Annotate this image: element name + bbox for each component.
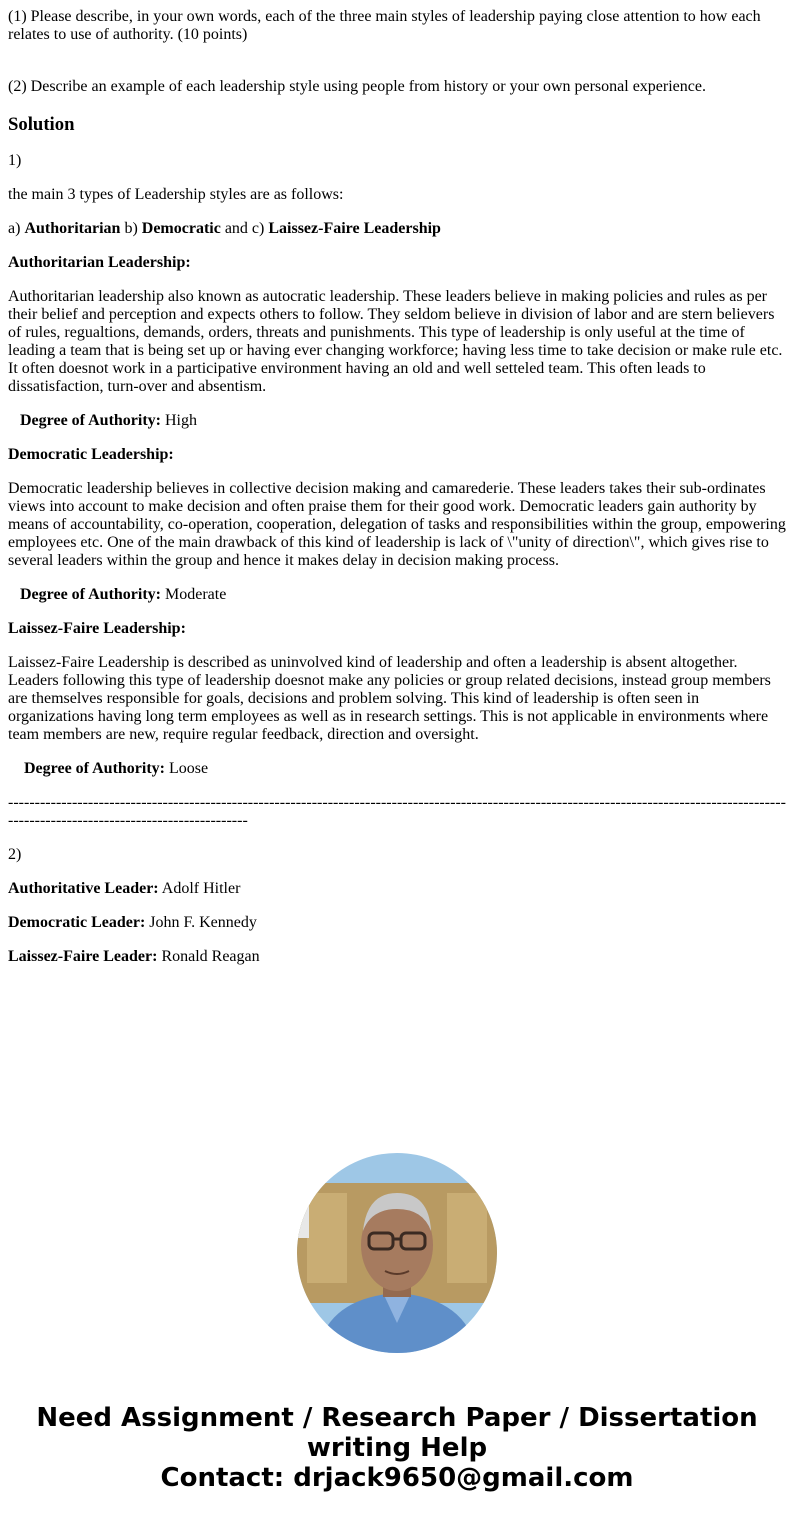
answer2-number: 2) [8, 846, 22, 863]
footer-line2: writing Help [306, 1433, 488, 1463]
example-laissez-faire: Laissez-Faire Leader: Ronald Reagan [8, 948, 260, 965]
footer-promo [0, 1403, 794, 1493]
footer-line1: Need Assignment / Research Paper / Dissertation [36, 1403, 758, 1433]
democratic-authority: Degree of Authority: Moderate [20, 586, 227, 603]
answer1-intro: the main 3 types of Leadership styles are as follows: [8, 186, 344, 203]
democratic-heading: Democratic Leadership: [8, 446, 174, 463]
authoritarian-authority: Degree of Authority: High [20, 412, 197, 429]
laissez-faire-authority: Degree of Authority: Loose [24, 760, 209, 777]
document-content [8, 8, 786, 966]
leadership-types-line: a) Authoritarian b) Democratic and c) Laissez-Faire Leadership [8, 220, 441, 237]
question-part1: (1) Please describe, in your own words, each of the three main styles of leadership paying close attention to how each relates to use of authority. (10 points) [8, 8, 761, 43]
authoritarian-body: Authoritarian leadership also known as autocratic leadership. These leaders believe in making policies and rules as per their belief and perception and expects others to follow. They seldom believe in division of labor and are stern believers of rules, regualtions, demands, orders, threats and punishments. This type of leadership is only useful at the time of leading a team that is being set up or having ever changing workforce; having less time to take decision or make rule etc. It often doesnot work in a participative environment having an old and well setteled team. This often leads to dissatisfaction, turn-over and absentism. [8, 288, 783, 395]
laissez-faire-body: Laissez-Faire Leadership is described as uninvolved kind of leadership and often a leadership is absent altogether. Leaders following this type of leadership doesnot make any policies or group related decisions, instead group members are themselves responsible for goals, decisions and problem solving. This kind of leadership is often seen in organizations having long term employees as well as in research settings. This is not applicable in environments where team members are new, require regular feedback, direction and oversight. [8, 654, 771, 743]
example-democratic: Democratic Leader: John F. Kennedy [8, 914, 257, 931]
democratic-body: Democratic leadership believes in collective decision making and camarederie. These leaders takes their sub-ordinates views into account to make decision and often praise them for their good work. Democratic leaders gain authority by means of accountability, co-operation, cooperation, delegation of tasks and responsibilities within the group, empowering employees etc. One of the main drawback of this kind of leadership is lack of \"unity of direction\", which gives rise to several leaders within the group and hence it makes delay in decision making process. [8, 480, 786, 569]
divider-dashes: ----------------------------------------------------------------------------------------------------------------------------------------------------------------------------------------------- [8, 794, 786, 829]
solution-heading: Solution [8, 114, 75, 135]
example-authoritative: Authoritative Leader: Adolf Hitler [8, 880, 241, 897]
answer1-number: 1) [8, 152, 22, 169]
avatar-portrait-icon [297, 1153, 497, 1353]
laissez-faire-heading: Laissez-Faire Leadership: [8, 620, 186, 637]
author-avatar [297, 1153, 497, 1353]
authoritarian-heading: Authoritarian Leadership: [8, 254, 191, 271]
question-part2: (2) Describe an example of each leadership style using people from history or your own personal experience. [8, 78, 706, 95]
footer-contact: Contact: drjack9650@gmail.com [160, 1463, 634, 1493]
